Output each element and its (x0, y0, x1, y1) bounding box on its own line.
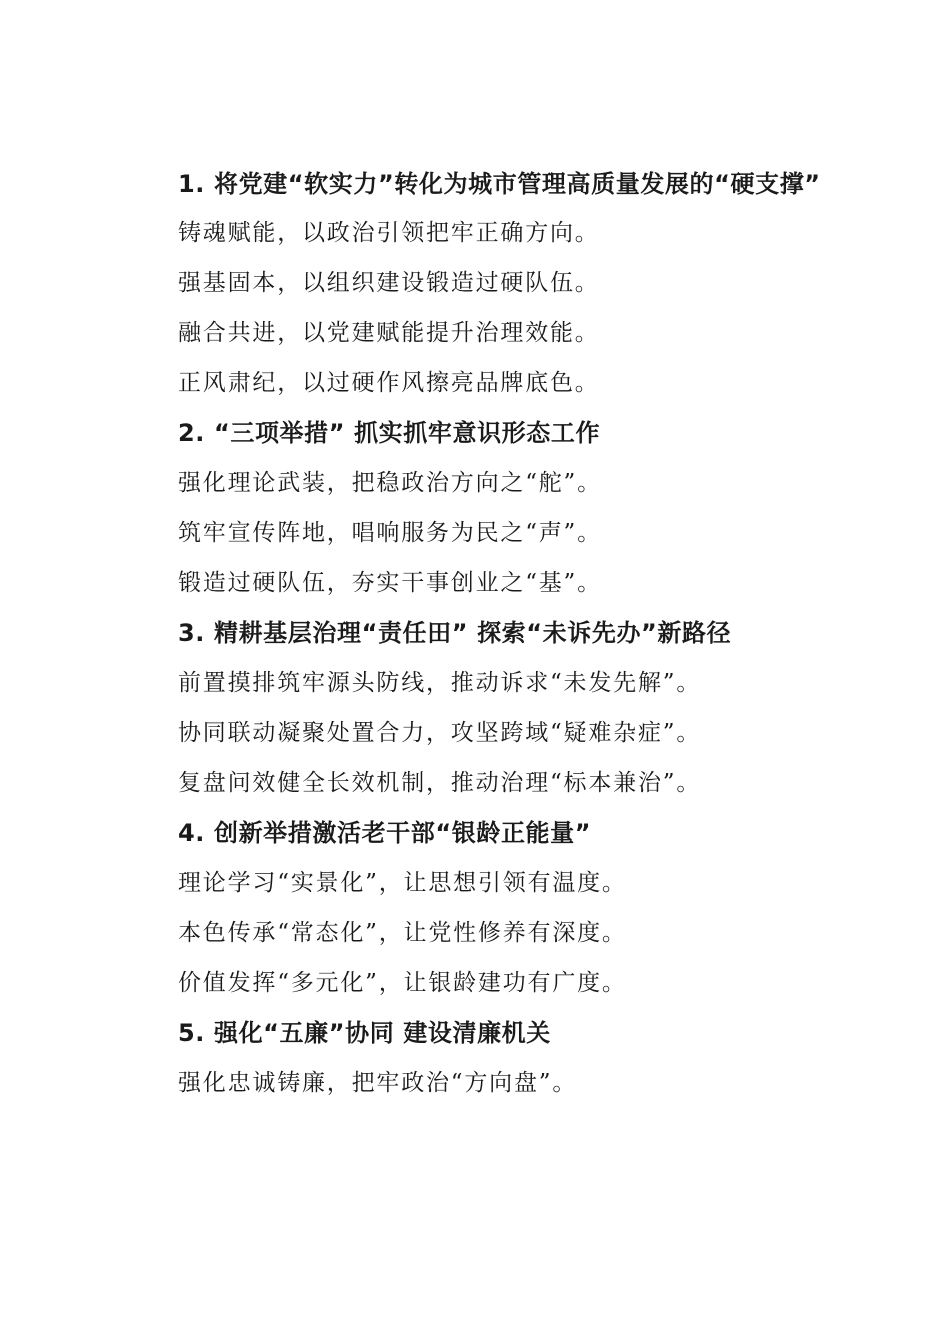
section-5-item-1: 强化忠诚铸廉，把牢政治“方向盘”。 (178, 1070, 578, 1096)
section-2-item-3: 锻造过硬队伍，夯实干事创业之“基”。 (178, 570, 602, 596)
section-4-item-1: 理论学习“实景化”，让思想引领有温度。 (178, 870, 627, 896)
section-heading-4: 4. 创新举措激活老干部“银龄正能量” (178, 819, 592, 847)
section-4-item-2: 本色传承“常态化”，让党性修养有深度。 (178, 920, 627, 946)
section-1-item-1: 铸魂赋能，以政治引领把牢正确方向。 (178, 220, 600, 246)
section-1-item-2: 强基固本，以组织建设锻造过硬队伍。 (178, 270, 600, 296)
section-heading-3: 3. 精耕基层治理“责任田” 探索“未诉先办”新路径 (178, 619, 732, 647)
section-heading-2: 2. “三项举措” 抓实抓牢意识形态工作 (178, 419, 601, 447)
section-1-item-3: 融合共进，以党建赋能提升治理效能。 (178, 320, 600, 346)
section-2-item-1: 强化理论武装，把稳政治方向之“舵”。 (178, 470, 602, 496)
section-heading-1: 1. 将党建“软实力”转化为城市管理高质量发展的“硬支撑” (178, 170, 821, 198)
section-3-item-2: 协同联动凝聚处置合力，攻坚跨域“疑难杂症”。 (178, 720, 702, 746)
section-heading-5: 5. 强化“五廉”协同 建设清廉机关 (178, 1019, 551, 1047)
section-3-item-3: 复盘问效健全长效机制，推动治理“标本兼治”。 (178, 770, 702, 796)
document-body (130, 160, 830, 1108)
section-3-item-1: 前置摸排筑牢源头防线，推动诉求“未发先解”。 (178, 670, 702, 696)
section-4-item-3: 价值发挥“多元化”，让银龄建功有广度。 (178, 970, 627, 996)
section-2-item-2: 筑牢宣传阵地，唱响服务为民之“声”。 (178, 520, 602, 546)
section-1-item-4: 正风肃纪，以过硬作风擦亮品牌底色。 (178, 370, 600, 396)
